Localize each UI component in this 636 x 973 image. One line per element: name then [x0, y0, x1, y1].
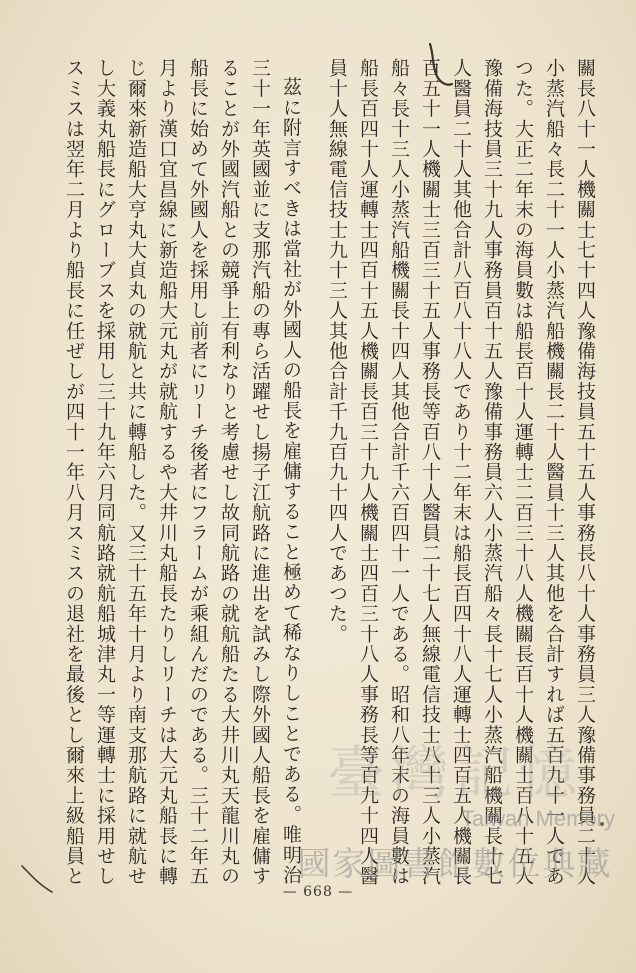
text-column: 茲に附言すべきは當社が外國人の船長を雇傭すること極めて稀なりしことである。唯明治 — [280, 77, 302, 885]
text-column: つた。大正二年末の海員數は船長百十人運轉士二百三十八人機關長百十人機關士百八十五人 — [512, 58, 534, 887]
ink-stroke-mark — [422, 40, 458, 90]
text-column: 關長八十一人機關士七十四人豫備海技員五十五人事務長八十人事務員三人豫備事務員二十人 — [574, 58, 596, 887]
text-column: し大義丸船長にグローブスを採用し三十九年六月同航路就航船城津丸一等運轉士に採用せし — [94, 58, 116, 887]
text-column: 人醫員二十人其他合計八百八十八人であり十二年末は船長百四十八人運轉士四百五人機關長 — [450, 58, 472, 887]
watermark — [285, 728, 625, 928]
text-column: 小蒸汽船々長二十一人小蒸汽船機關長二十人醫員十三人其他を合計すれば五百九十一人であ — [543, 58, 565, 887]
text-column: 豫備海技員三十九人事務員百十五人豫備事務員六人小蒸汽船々長十七人小蒸汽船機關長十七 — [481, 58, 503, 887]
text-column: 船々長十三人小蒸汽船機關長十四人其他合計千六百四十一人である。昭和八年末の海員數は — [388, 58, 410, 887]
text-column: 百五十一人機關士三百三十五人事務長等百八十人醫員二十七人無線電信技士八十三人小蒸汽 — [419, 58, 441, 887]
watermark-english: Taiwan Memory — [460, 806, 615, 831]
watermark-logo: 臺灣記憶 — [326, 739, 583, 807]
text-column: 船長百四十人運轉士四百十五人機關長百三十九人機關士四百三十八人事務長等百九十四人醫 — [357, 58, 379, 887]
text-column: スミスは翌年二月より船長に任ぜしが四十一年八月スミスの退社を最後とし爾來上級船員と — [63, 58, 85, 887]
text-column: ることが外國汽船との競爭上有利なりと考慮せし故同航路の就航船たる大井川丸天龍川丸の — [218, 58, 240, 887]
text-column: 三十一年英國並に支那汽船の專ら活躍せし揚子江航路に進出を試みし際外國人船長を雇傭す — [249, 58, 271, 887]
watermark-chinese: 國家圖書館數位典藏 — [297, 844, 613, 883]
text-column: じ爾來新造船大亨丸大貞丸の就航と共に轉船した。又三十五年十月より南支那航路に就航せ — [125, 58, 147, 887]
page-number: — 668 — — [282, 884, 354, 900]
text-column: 月より漢口宜昌線に新造船大元丸が就航するや大井川丸船長たりしリーチは大元丸船長に轉 — [156, 58, 178, 887]
text-column: 員十人無線電信技士九十三人其他合計千九百九十四人であつた。 — [326, 58, 348, 644]
text-column: 船長に始めて外國人を採用し前者にリーチ後者にフラームが乘組んだのである。三十二年五 — [187, 58, 209, 887]
